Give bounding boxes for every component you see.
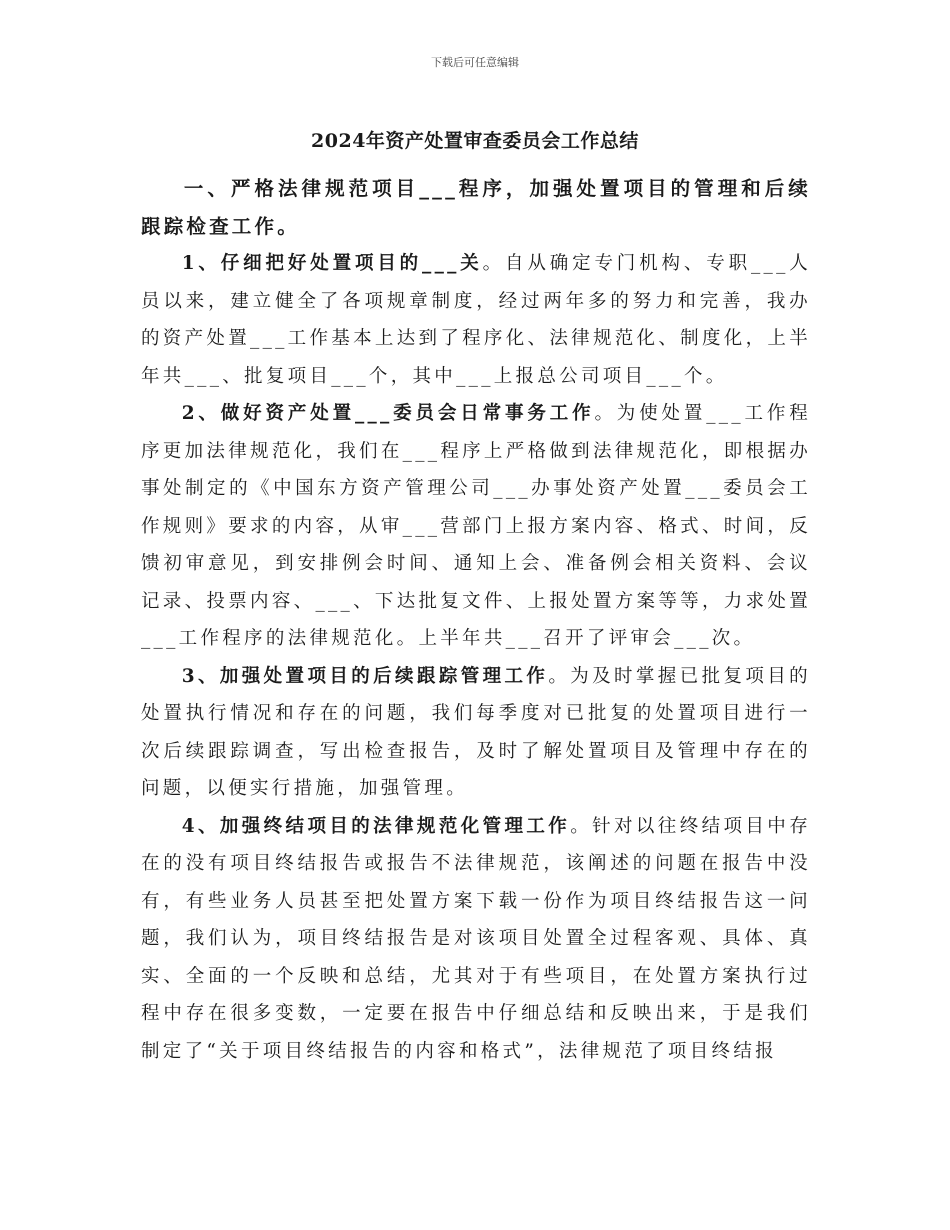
document-body xyxy=(141,170,811,1070)
item-lead: 2、做好资产处置___委员会日常事务工作 xyxy=(181,403,595,424)
item-body: 。针对以往终结项目中存在的没有项目终结报告或报告不法律规范，该阐述的问题在报告中没有，有些业务人员甚至把处置方案下载一份作为项目终结报告这一问题，我们认为，项目终结报告是对该项目处置全过程客观、具体、真实、全面的一个反映和总结，尤其对于有些项目，在处置方案执行过程中存在很多变数，一定要在报告中仔细总结和反映出来，于是我们制定了“关于项目终结报告的内容和格式”，法律规范了项目终结报 xyxy=(141,815,811,1062)
item-lead: 1、仔细把好处置项目的___关 xyxy=(181,253,483,274)
item-body: 。自从确定专门机构、专职___人员以来，建立健全了各项规章制度，经过两年多的努力和完善，我办的资产处置___工作基本上达到了程序化、法律规范化、制度化，上半年共___、批复项目___个，其中___上报总公司项目___个。 xyxy=(141,253,811,387)
page-header-note: 下载后可任意编辑 xyxy=(431,56,519,69)
document-title: 2024年资产处置审查委员会工作总结 xyxy=(311,130,639,152)
section-heading: 一、严格法律规范项目___程序，加强处置项目的管理和后续跟踪检查工作。 xyxy=(141,177,811,238)
item-body: 。为使处置___工作程序更加法律规范化，我们在___程序上严格做到法律规范化，即根据办事处制定的《中国东方资产管理公司___办事处资产处置___委员会工作规则》要求的内容，从审___营部门上报方案内容、格式、时间，反馈初审意见，到安排例会时间、通知上会、准备例会相关资料、会议记录、投票内容、___、下达批复文件、上报处置方案等等，力求处置___工作程序的法律规范化。上半年共___召开了评审会___次。 xyxy=(141,403,811,649)
paragraph-item-1 xyxy=(141,245,811,395)
item-body: 。为及时掌握已批复项目的处置执行情况和存在的问题，我们每季度对已批复的处置项目进行一次后续跟踪调查，写出检查报告，及时了解处置项目及管理中存在的问题，以便实行措施，加强管理。 xyxy=(141,665,811,799)
paragraph-item-2 xyxy=(141,395,811,658)
item-lead: 4、加强终结项目的法律规范化管理工作 xyxy=(181,815,571,837)
item-lead: 3、加强处置项目的后续跟踪管理工作 xyxy=(181,665,549,687)
paragraph-item-3 xyxy=(141,658,811,808)
paragraph-item-4 xyxy=(141,808,811,1071)
